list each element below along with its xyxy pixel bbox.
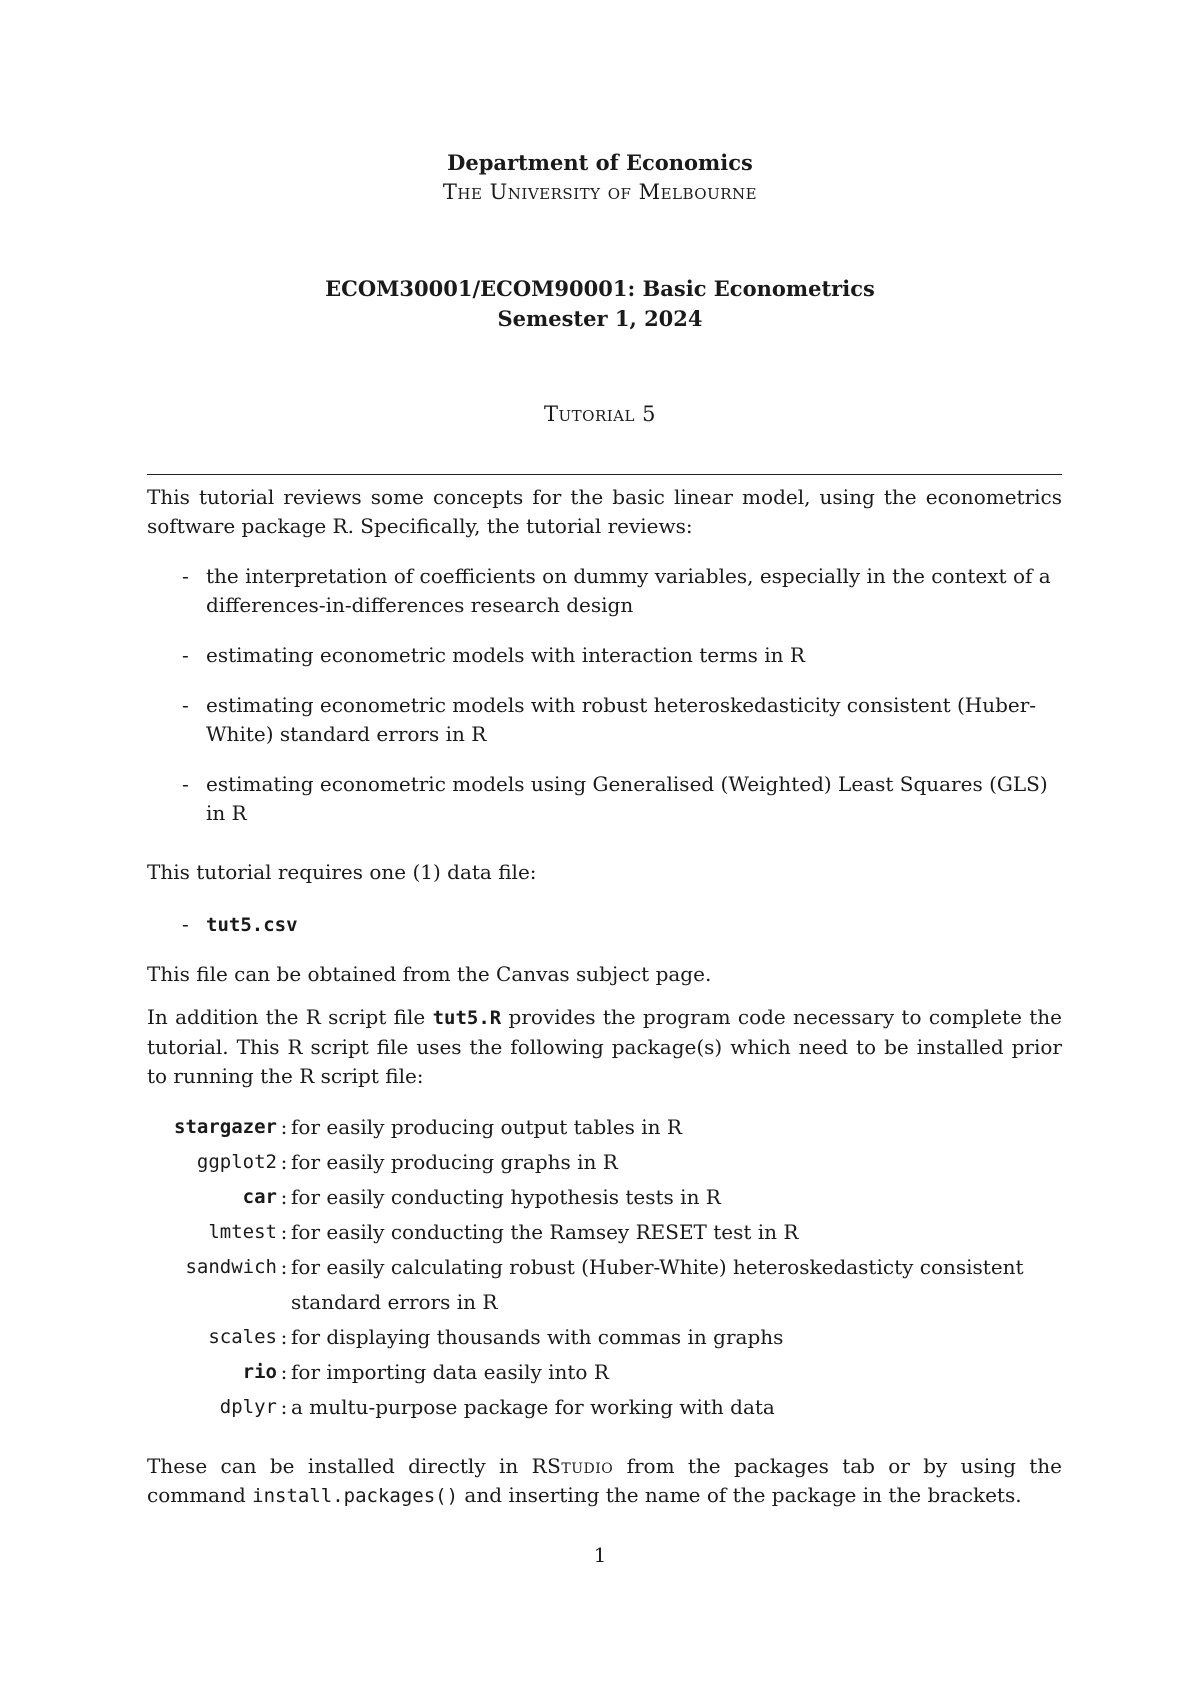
header-divider [147,474,1062,475]
package-desc: for easily producing output tables in R [291,1115,682,1139]
package-desc: for easily conducting the Ramsey RESET test in R [291,1220,799,1244]
department-title: Department of Economics [447,150,753,175]
course-title: ECOM30001/ECOM90001: Basic Econometrics [325,276,875,301]
package-name: ggplot2 [196,1151,277,1173]
page-number: 1 [593,1543,607,1567]
install-command: install.packages() [252,1485,459,1507]
tutorial-title: Tutorial 5 [544,402,656,426]
package-name: rio [242,1361,277,1383]
package-row: scales : for displaying thousands with commas in graphs [147,1320,1062,1355]
script-paragraph: In addition the R script file tut5.R provides the program code necessary to complete the tutorial. This R script file uses the following package(s) which need to be installed prior to running the R script file: [147,1005,1062,1088]
package-row: ggplot2 : for easily producing graphs in R [147,1145,1062,1180]
package-desc: a multu-purpose package for working with data [291,1395,775,1419]
list-item: - estimating econometric models using Generalised (Weighted) Least Squares (GLS) in R [182,772,1048,825]
package-name: scales [208,1326,277,1348]
package-name: lmtest [208,1221,277,1243]
package-desc: for importing data easily into R [291,1360,609,1384]
package-name: dplyr [219,1396,277,1418]
list-item: - estimating econometric models with interaction terms in R [182,643,805,667]
package-desc: for easily calculating robust (Huber-White) heteroskedasticty consistent standard errors in R [291,1255,1024,1314]
install-paragraph: These can be installed directly in RStudio from the packages tab or by using the command install.packages() and inserting the name of the package in the brackets. [147,1454,1063,1507]
obtain-paragraph: This file can be obtained from the Canvas subject page. [147,962,712,986]
list-item: - estimating econometric models with robust heteroskedasticity consistent (Huber-White) standard errors in R [182,693,1037,746]
review-list [182,562,1062,849]
list-item: - the interpretation of coefficients on dummy variables, especially in the context of a differences-in-differences research design [182,564,1051,617]
package-name: car [242,1186,277,1208]
data-file-list [182,910,1062,961]
package-name: sandwich [185,1256,277,1278]
list-item: - tut5.csv [182,912,298,936]
package-row: stargazer : for easily producing output tables in R [147,1110,1062,1145]
package-row: lmtest : for easily conducting the Ramsey RESET test in R [147,1215,1062,1250]
data-requirement: This tutorial requires one (1) data file: [147,860,537,884]
package-row: sandwich : for easily calculating robust (Huber-White) heteroskedasticty consistent standard errors in R [147,1250,1062,1320]
package-row: rio : for importing data easily into R [147,1355,1062,1390]
university-name: The University of Melbourne [442,180,758,204]
rstudio-name: RStudio [531,1454,614,1478]
package-desc: for easily conducting hypothesis tests in R [291,1185,721,1209]
script-file-name: tut5.R [432,1007,502,1029]
package-desc: for easily producing graphs in R [291,1150,618,1174]
package-name: stargazer [174,1116,277,1138]
package-row: dplyr : a multu-purpose package for working with data [147,1390,1062,1425]
package-desc: for displaying thousands with commas in graphs [291,1325,784,1349]
data-file-name: tut5.csv [206,914,298,936]
semester-label: Semester 1, 2024 [497,306,703,331]
package-list [147,1110,1062,1425]
intro-paragraph: This tutorial reviews some concepts for the basic linear model, using the econometrics software package R. Specifically, the tutorial reviews: [147,485,1062,538]
package-row: car : for easily conducting hypothesis tests in R [147,1180,1062,1215]
